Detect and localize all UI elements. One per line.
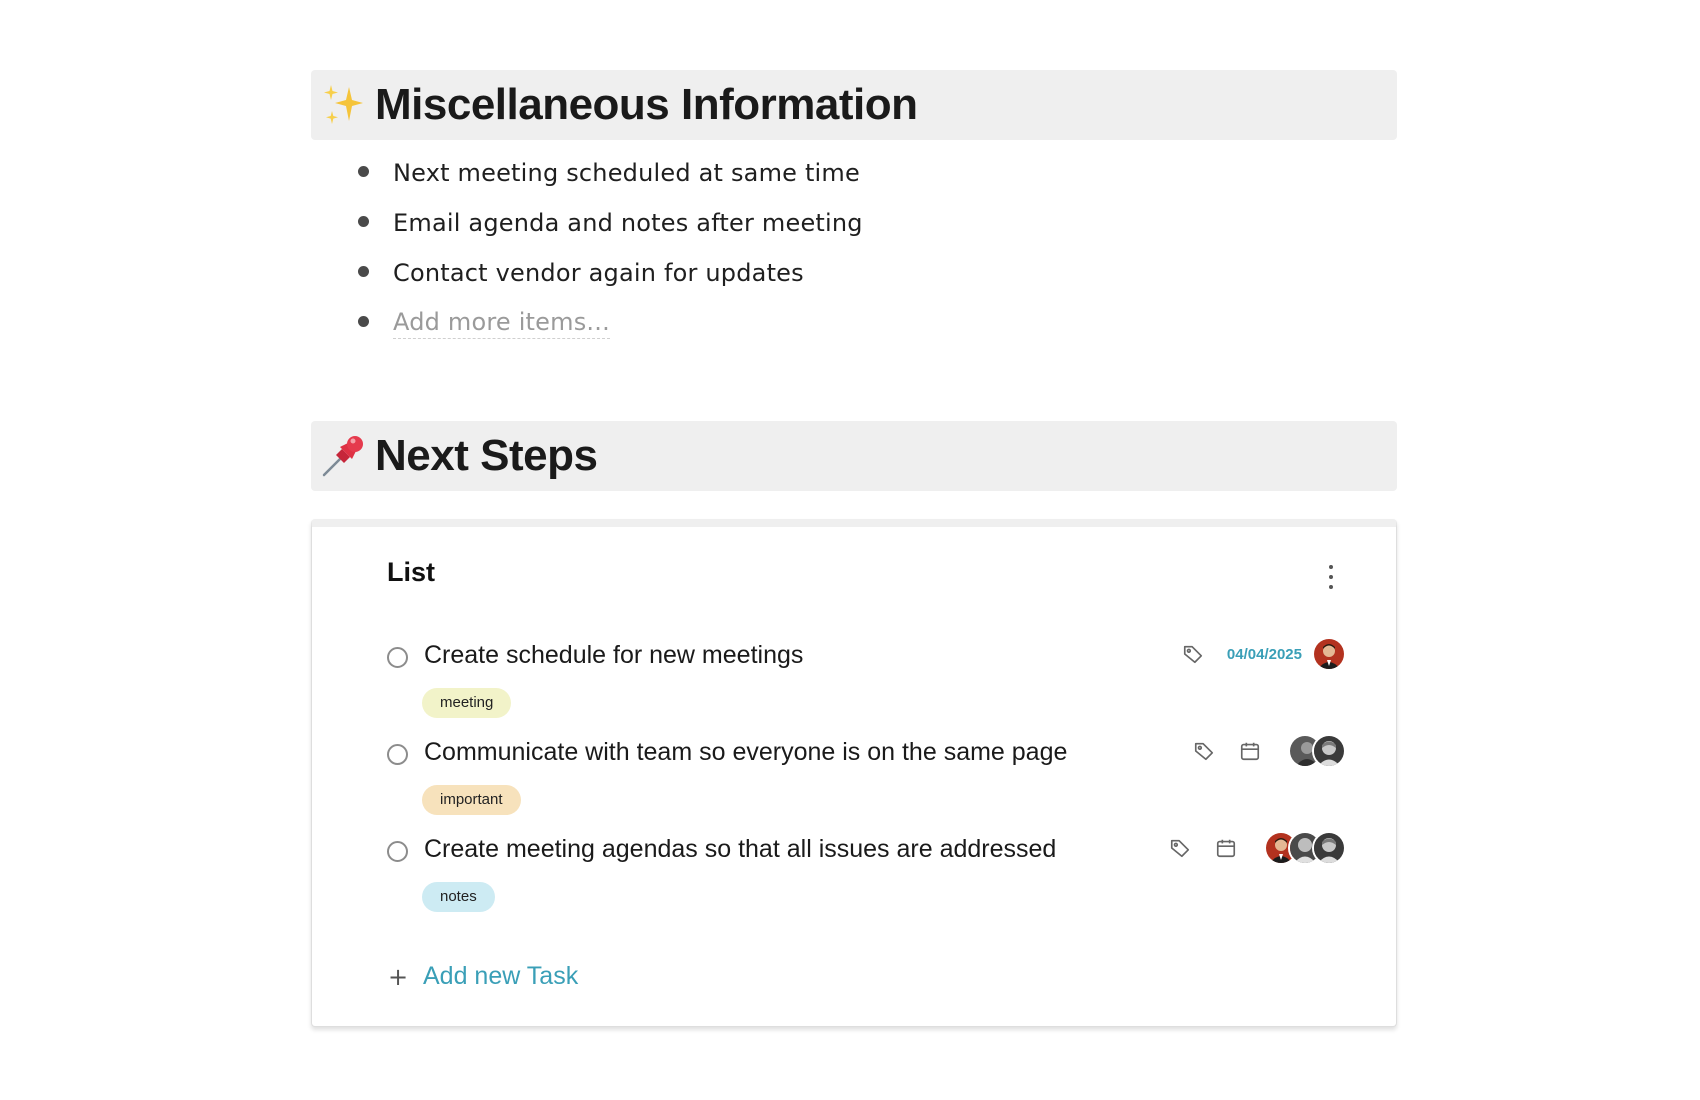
avatar[interactable]	[1312, 831, 1346, 865]
task-tag[interactable]: meeting	[422, 688, 511, 718]
task-title[interactable]: Create meeting agendas so that all issues are addressed	[424, 835, 1057, 863]
bullet-item[interactable]	[311, 198, 1397, 248]
plus-icon: +	[387, 962, 409, 991]
task-tag[interactable]: notes	[422, 882, 495, 912]
task-checkbox[interactable]	[387, 744, 408, 765]
task-checkbox[interactable]	[387, 647, 408, 668]
task-meta	[1168, 830, 1346, 866]
list-title: List	[387, 557, 436, 587]
calendar-icon[interactable]	[1238, 739, 1262, 763]
task-meta	[1181, 636, 1346, 672]
add-item-row[interactable]	[311, 298, 1397, 348]
assignees	[1312, 637, 1346, 671]
task-title[interactable]: Communicate with team so everyone is on the same page	[424, 738, 1068, 766]
section-title-misc: Miscellaneous Information	[375, 80, 918, 129]
section-header-misc	[311, 70, 1397, 140]
task-checkbox[interactable]	[387, 841, 408, 862]
avatar[interactable]	[1312, 637, 1346, 671]
bullet-list	[311, 148, 1397, 348]
tag-icon[interactable]	[1181, 642, 1205, 666]
bullet-text: Next meeting scheduled at same time	[393, 159, 860, 187]
task-row	[387, 729, 1346, 829]
sparkles-icon	[319, 81, 367, 129]
bullet-item[interactable]	[311, 148, 1397, 198]
tag-icon[interactable]	[1168, 836, 1192, 860]
add-new-task-label: Add new Task	[423, 962, 579, 990]
bullet-text: Contact vendor again for updates	[393, 259, 804, 287]
add-new-task-button[interactable]	[387, 962, 578, 991]
pushpin-icon	[319, 432, 367, 480]
add-more-items-input[interactable]: Add more items...	[393, 308, 610, 339]
task-tag[interactable]: important	[422, 785, 521, 815]
bullet-dot	[358, 166, 369, 177]
bullet-dot	[358, 216, 369, 227]
due-date[interactable]: 04/04/2025	[1226, 645, 1302, 663]
task-row	[387, 632, 1346, 732]
task-meta	[1192, 733, 1346, 769]
avatar[interactable]	[1312, 734, 1346, 768]
section-header-next-steps	[311, 421, 1397, 491]
more-options-icon[interactable]	[1328, 565, 1334, 589]
bullet-item[interactable]	[311, 248, 1397, 298]
task-row	[387, 826, 1346, 926]
section-title-next-steps: Next Steps	[375, 431, 598, 480]
task-list-card	[311, 519, 1397, 1027]
bullet-dot	[358, 316, 369, 327]
calendar-icon[interactable]	[1214, 836, 1238, 860]
assignees	[1288, 734, 1346, 768]
document-page	[311, 70, 1397, 1027]
assignees	[1264, 831, 1346, 865]
tag-icon[interactable]	[1192, 739, 1216, 763]
bullet-dot	[358, 266, 369, 277]
task-title[interactable]: Create schedule for new meetings	[424, 641, 804, 669]
bullet-text: Email agenda and notes after meeting	[393, 209, 863, 237]
